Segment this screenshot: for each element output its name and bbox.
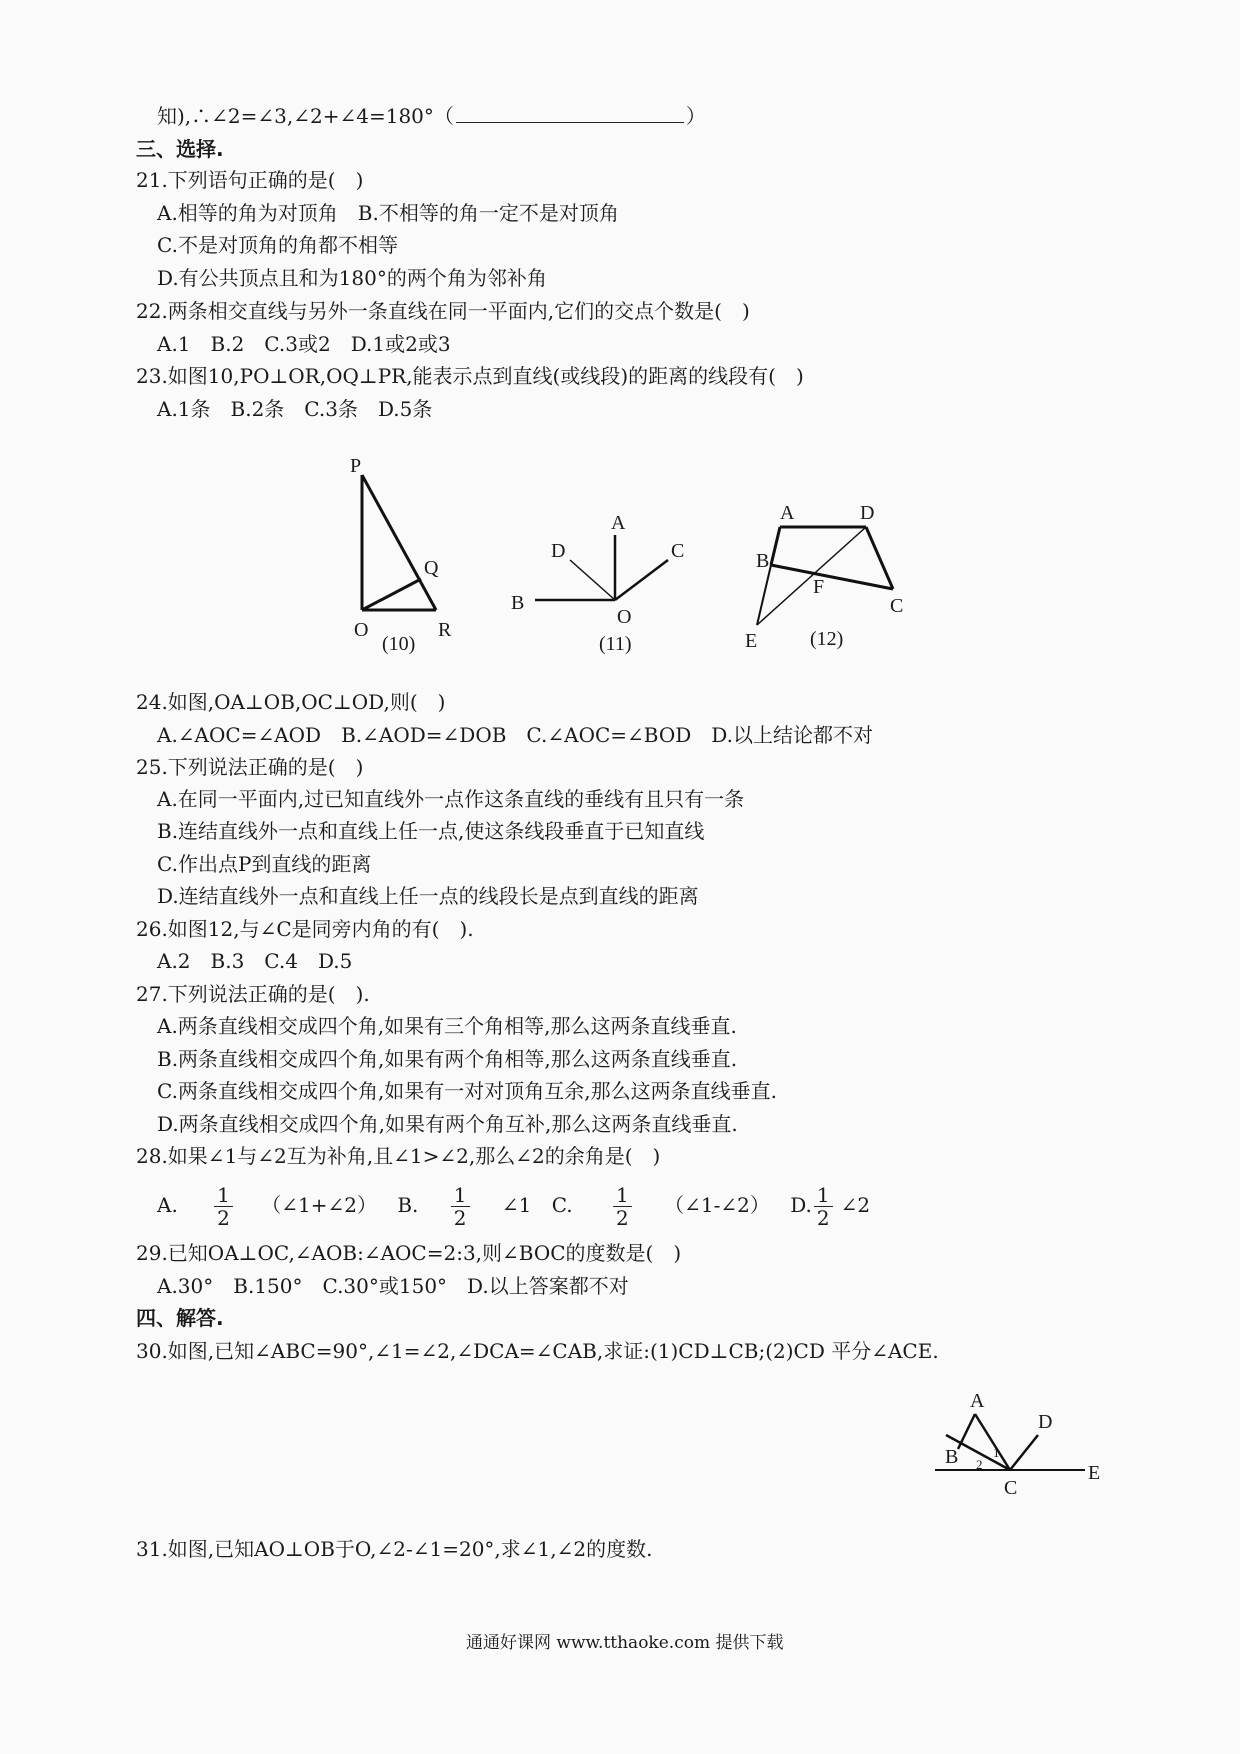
label-d: D <box>551 540 566 562</box>
label-b: B <box>511 592 525 614</box>
section-heading-answer: 四、解答. <box>136 1306 224 1330</box>
fraction-half: $\frac{1}{2}$ <box>814 1184 833 1229</box>
label-a: A <box>780 502 795 524</box>
question-25-option-c: C.作出点P到直线的距离 <box>157 852 372 876</box>
question-25-option-b: B.连结直线外一点和直线上任一点,使这条线段垂直于已知直线 <box>157 819 705 843</box>
question-21-option-d: D.有公共顶点且和为180°的两个角为邻补角 <box>157 266 547 290</box>
question-26: 26.如图12,与∠C是同旁内角的有( ). <box>136 917 474 941</box>
question-25-option-a: A.在同一平面内,过已知直线外一点作这条直线的垂线有且只有一条 <box>157 787 745 811</box>
label-1: 1 <box>993 1445 1000 1460</box>
caption-11: (11) <box>599 633 632 655</box>
label-b: B <box>945 1446 959 1468</box>
question-28-options: A. $\frac{1}{2}$ （∠1+∠2） B. $\frac{1}{2}$ ∠1 C. $\frac{1}{2}$ （∠1-∠2） D. $\frac{1}{2}$ ∠2 <box>157 1183 871 1230</box>
question-24-options: A.∠AOC=∠AOD B.∠AOD=∠DOB C.∠AOC=∠BOD D.以上结论都不对 <box>157 723 873 747</box>
question-21: 21.下列语句正确的是( ) <box>136 168 364 192</box>
question-26-options: A.2 B.3 C.4 D.5 <box>157 949 353 973</box>
page-footer: 通通好课网 www.tthaoke.com 提供下载 <box>466 1633 784 1653</box>
question-28: 28.如果∠1与∠2互为补角,且∠1>∠2,那么∠2的余角是( ) <box>136 1144 661 1168</box>
question-29-options: A.30° B.150° C.30°或150° D.以上答案都不对 <box>157 1274 629 1298</box>
label-a: A <box>611 512 626 534</box>
question-22-options: A.1 B.2 C.3或2 D.1或2或3 <box>157 332 451 356</box>
question-27-option-a: A.两条直线相交成四个角,如果有三个角相等,那么这两条直线垂直. <box>157 1014 737 1038</box>
figure-30 <box>930 1390 1110 1500</box>
section-heading-choice: 三、选择. <box>136 137 224 161</box>
label-c: C <box>1004 1477 1018 1499</box>
question-21-option-c: C.不是对顶角的角都不相等 <box>157 233 398 257</box>
question-23: 23.如图10,PO⊥OR,OQ⊥PR,能表示点到直线(或线段)的距离的线段有( ) <box>136 364 804 388</box>
label-p: P <box>350 455 362 477</box>
label-o: O <box>354 619 369 641</box>
question-25-option-d: D.连结直线外一点和直线上任一点的线段长是点到直线的距离 <box>157 884 699 908</box>
question-27-option-d: D.两条直线相交成四个角,如果有两个角互补,那么这两条直线垂直. <box>157 1112 738 1136</box>
label-q: Q <box>424 557 439 579</box>
caption-12: (12) <box>810 628 844 650</box>
question-29: 29.已知OA⊥OC,∠AOB:∠AOC=2:3,则∠BOC的度数是( ) <box>136 1241 682 1265</box>
label-e: E <box>745 630 758 652</box>
fraction-half: $\frac{1}{2}$ <box>214 1184 233 1229</box>
fraction-half: $\frac{1}{2}$ <box>451 1184 470 1229</box>
caption-10: (10) <box>382 633 416 655</box>
label-2: 2 <box>976 1457 983 1472</box>
question-27: 27.下列说法正确的是( ). <box>136 982 370 1006</box>
label-d: D <box>1038 1411 1053 1433</box>
label-d: D <box>860 502 875 524</box>
question-24: 24.如图,OA⊥OB,OC⊥OD,则( ) <box>136 690 446 714</box>
question-27-option-b: B.两条直线相交成四个角,如果有两个角相等,那么这两条直线垂直. <box>157 1047 738 1071</box>
question-22: 22.两条相交直线与另外一条直线在同一平面内,它们的交点个数是( ) <box>136 299 750 323</box>
label-f: F <box>813 576 825 598</box>
label-r: R <box>438 619 452 641</box>
figure-11 <box>505 505 685 655</box>
line-continuation: 知),∴∠2=∠3,∠2+∠4=180°（ ） <box>157 104 706 128</box>
question-27-option-c: C.两条直线相交成四个角,如果有一对对顶角互余,那么这两条直线垂直. <box>157 1079 778 1103</box>
question-31: 31.如图,已知AO⊥OB于O,∠2-∠1=20°,求∠1,∠2的度数. <box>136 1537 653 1561</box>
question-25: 25.下列说法正确的是( ) <box>136 755 364 779</box>
label-b: B <box>756 550 770 572</box>
question-21-options-ab: A.相等的角为对顶角 B.不相等的角一定不是对顶角 <box>157 201 619 225</box>
label-c: C <box>671 540 685 562</box>
fraction-half: $\frac{1}{2}$ <box>613 1184 632 1229</box>
label-o: O <box>617 606 632 628</box>
question-23-options: A.1条 B.2条 C.3条 D.5条 <box>157 397 433 421</box>
figure-10 <box>340 450 470 660</box>
label-c: C <box>890 595 904 617</box>
label-a: A <box>970 1390 985 1412</box>
figure-12 <box>735 495 915 660</box>
question-30: 30.如图,已知∠ABC=90°,∠1=∠2,∠DCA=∠CAB,求证:(1)CD⊥CB;(2)CD 平分∠ACE. <box>136 1339 939 1363</box>
label-e: E <box>1088 1462 1101 1484</box>
answer-blank[interactable] <box>456 104 684 123</box>
